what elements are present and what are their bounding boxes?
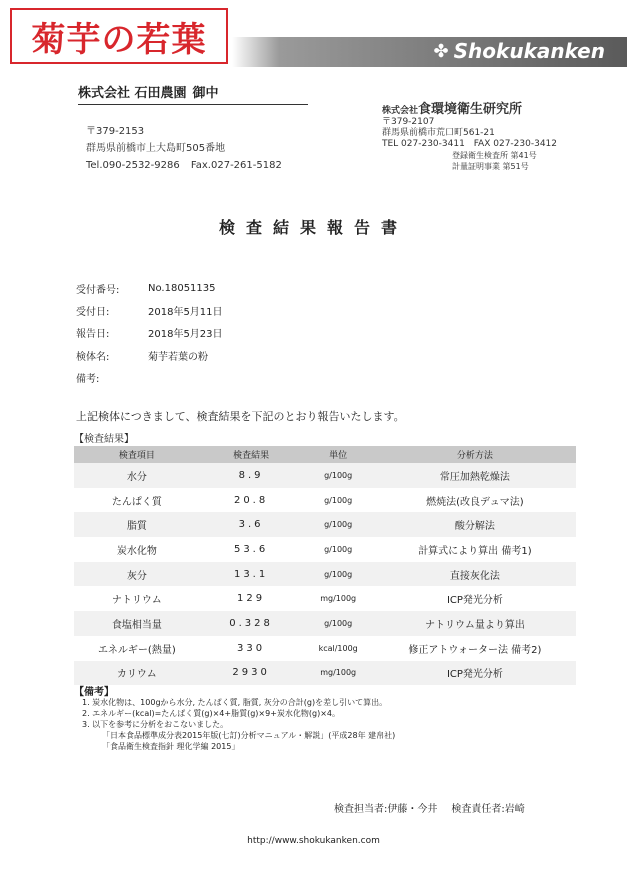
row-value: 129 [237,593,266,605]
info-label: 備考: [76,374,100,386]
row-value: 20.8 [233,494,269,506]
note-item: 2. エネルギー(kcal)=たんぱく質(g)×4+脂質(g)×9+炭水化物(g)×4。 [82,709,341,718]
info-row-sample-name [76,344,223,366]
row-item: 炭水化物 [116,545,157,557]
row-value: 53.6 [233,543,269,555]
laboratory-block [382,104,557,172]
row-unit: g/100g [302,562,373,587]
recipient-name [78,82,308,105]
row-value: 3.6 [200,512,303,537]
laboratory-name [382,104,557,117]
leaf-mark-icon: ✤ [433,40,449,62]
row-method: ICP発光分析 [374,661,576,686]
info-row-report-date [76,322,223,344]
results-header-row [74,446,576,463]
table-row [74,611,576,636]
note-reference: 「日本食品標準成分表2015年版(七訂)分析マニュアル・解説」(平成28年 建帛社) [102,731,396,740]
logo-text: Shokukanken [453,39,605,63]
header-method: 分析方法 [374,446,576,463]
row-item: エネルギー(熱量) [97,644,176,656]
laboratory-postal: 〒379-2107 [382,117,435,127]
intro-text: 上記検体につきまして、検査結果を下記のとおり報告いたします。 [76,410,405,423]
note-item: 3. 以下を参考に分析をおこないました。 [82,720,229,729]
document-title-badge: 菊芋の若葉 [10,8,228,64]
report-info [76,277,223,389]
info-label: 受付日: [76,307,110,319]
row-method: 計算式により算出 備考1) [418,545,532,557]
row-method: ICP発光分析 [446,595,503,607]
table-row [74,512,576,537]
row-unit: mg/100g [302,661,373,686]
row-unit: g/100g [302,512,373,537]
row-unit: g/100g [302,463,373,488]
info-value: 2018年5月11日 [148,307,223,319]
row-value: 330 [237,642,266,654]
row-method: 燃焼法(改良デュマ法) [426,496,524,508]
laboratory-fax: FAX 027-230-3412 [473,139,557,149]
row-item: ナトリウム [111,595,162,607]
row-value: 13.1 [200,562,303,587]
row-item: 水分 [74,463,200,488]
table-row [74,562,576,587]
recipient-contact [86,157,282,174]
note-item: 1. 炭水化物は、100gから水分, たんぱく質, 脂質, 灰分の合計(g)を差し引いて算出。 [82,698,388,707]
info-value: 2018年5月23日 [148,329,223,341]
info-row-remarks [76,367,223,389]
company-logo [434,39,605,63]
report-title: 検査結果報告書 [218,218,408,237]
row-method: 常圧加熱乾燥法 [374,463,576,488]
notes-title: 【備考】 [74,687,114,698]
info-label: 受付番号: [76,284,120,296]
row-unit: mg/100g [320,594,357,604]
row-method: 直接灰化法 [374,562,576,587]
recipient-address: 群馬県前橋市上大島町505番地 [86,143,226,154]
info-label: 報告日: [76,329,110,341]
recipient-postal: 〒379-2153 [86,126,145,137]
info-row-receipt-date [76,299,223,321]
recipient-fax: Fax.027-261-5182 [190,160,282,171]
row-method: 酸分解法 [374,512,576,537]
header-item: 検査項目 [74,446,200,463]
responsible-name: 検査責任者:岩崎 [451,804,525,815]
recipient-tel: Tel.090-2532-9286 [86,160,180,171]
laboratory-name-main: 食環境衛生研究所 [418,102,523,117]
recipient-company: 株式会社 石田農園 [78,86,187,101]
info-label: 検体名: [76,351,110,363]
recipient-address-block [86,123,282,174]
row-item: 食塩相当量 [74,611,200,636]
laboratory-tel: TEL 027-230-3411 [382,139,465,149]
info-value: 菊芋若葉の粉 [148,351,208,363]
table-row [74,586,576,611]
laboratory-registration-2: 計量証明事業 第51号 [452,162,529,171]
notes-list [82,697,395,752]
row-method: ナトリウム量より算出 [374,611,576,636]
laboratory-contact [382,139,557,150]
row-unit: kcal/100g [318,643,358,653]
info-value: No.18051135 [148,282,216,294]
row-unit: g/100g [324,495,353,505]
row-value: 2930 [200,661,303,686]
header-unit: 単位 [302,446,373,463]
results-section-title: 【検査結果】 [74,434,134,445]
row-unit: g/100g [302,611,373,636]
row-item: 脂質 [74,512,200,537]
row-value: 8.9 [200,463,303,488]
table-row [74,537,576,562]
row-item: たんぱく質 [111,496,162,508]
laboratory-address: 群馬県前橋市荒口町561-21 [382,128,495,138]
signers [334,800,525,815]
recipient-honorific: 御中 [192,86,219,101]
row-method: 修正アトウォーター法 備考2) [408,644,542,656]
table-row [74,463,576,488]
laboratory-name-prefix: 株式会社 [382,106,419,116]
table-row [74,661,576,686]
row-item: 灰分 [74,562,200,587]
row-unit: g/100g [324,544,353,554]
table-row [74,488,576,513]
header-value: 検査結果 [200,446,303,463]
inspector-name: 検査担当者:伊藤・今井 [334,804,438,815]
row-item: カリウム [74,661,200,686]
footer-url: http://www.shokukanken.com [247,836,380,846]
row-value: 0.328 [200,611,303,636]
info-row-receipt-number [76,277,223,299]
results-table [74,446,576,685]
table-row [74,636,576,661]
note-reference: 「食品衛生検査指針 理化学編 2015」 [102,742,240,751]
laboratory-registration-1: 登録衛生検査所 第41号 [452,151,537,160]
